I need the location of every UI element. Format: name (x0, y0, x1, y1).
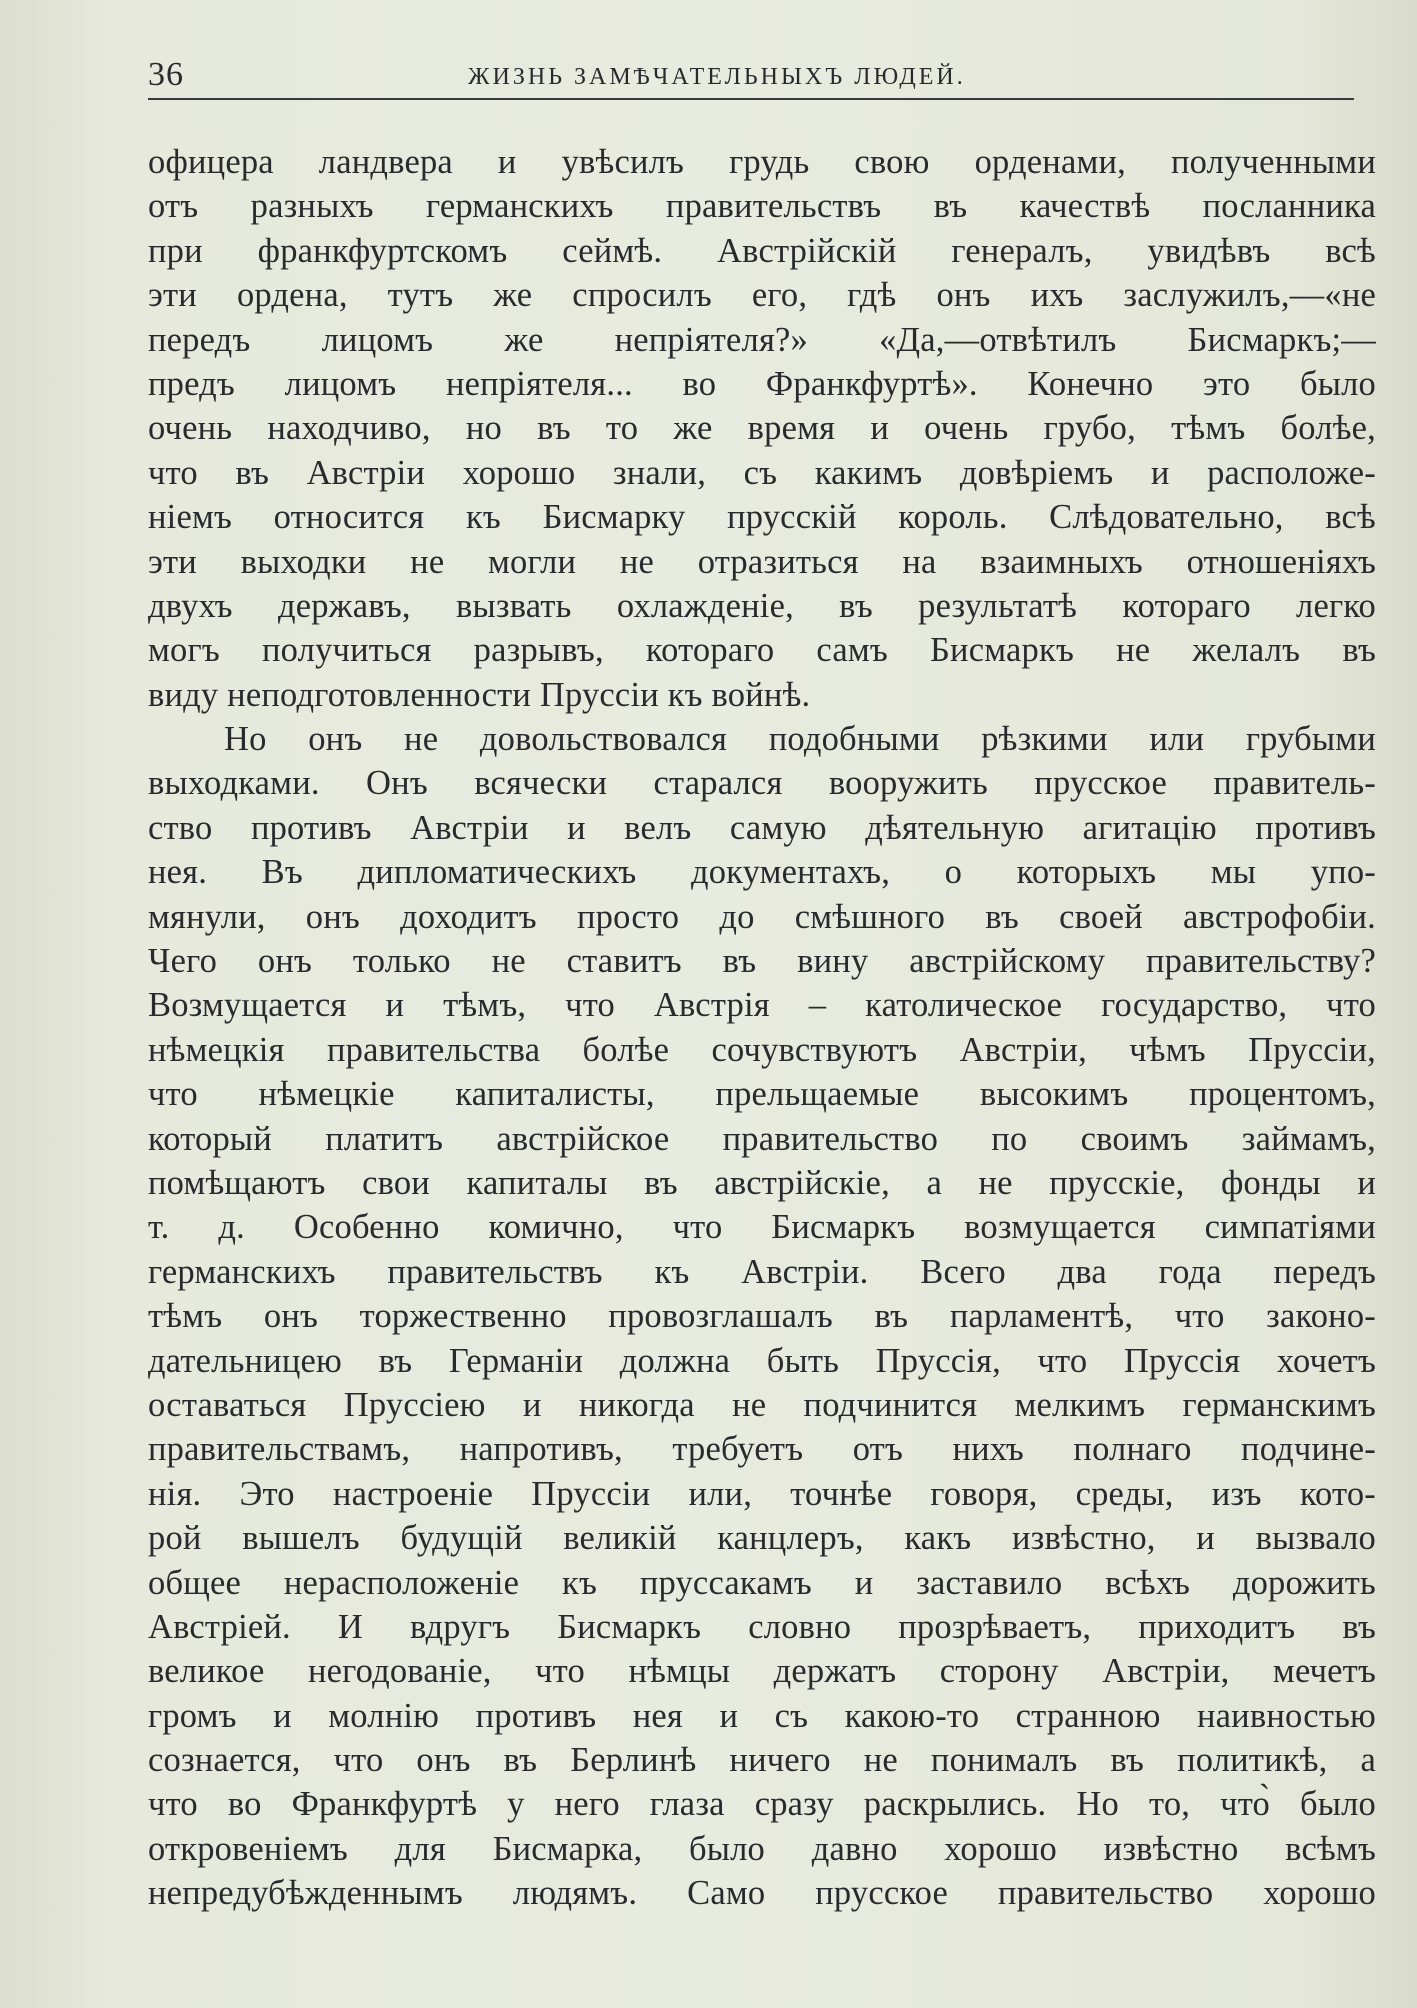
text-line: Чего онъ только не ставитъ въ вину австрійскому правительству? (148, 942, 1376, 981)
text-line: передъ лицомъ же непріятеля?» «Да,—отвѣтилъ Бисмаркъ;— (148, 320, 1376, 359)
text-line: ніемъ относится къ Бисмарку прусскій король. Слѣдовательно, всѣ (148, 498, 1376, 537)
text-line: нѣмецкія правительства болѣе сочувствуютъ Австріи, чѣмъ Пруссіи, (148, 1030, 1376, 1069)
page-number: 36 (148, 56, 184, 93)
text-line: предъ лицомъ непріятеля... во Франкфуртѣ». Конечно это было (148, 364, 1376, 403)
text-line: что нѣмецкіе капиталисты, прельщаемые высокимъ процентомъ, (148, 1075, 1376, 1114)
text-line: общее нерасположеніе къ пруссакамъ и заставило всѣхъ дорожить (148, 1563, 1376, 1602)
text-line: откровеніемъ для Бисмарка, было давно хорошо извѣстно всѣмъ (148, 1829, 1376, 1868)
text-line: громъ и молнію противъ нея и съ какою-то странною наивностью (148, 1696, 1376, 1735)
text-line: который платитъ австрійское правительство по своимъ займамъ, (148, 1119, 1376, 1158)
text-line: выходками. Онъ всячески старался вооружить прусское правитель- (148, 764, 1376, 803)
text-line: эти ордена, тутъ же спросилъ его, гдѣ онъ ихъ заслужилъ,—«не (148, 276, 1376, 315)
text-line: великое негодованіе, что нѣмцы держатъ сторону Австріи, мечетъ (148, 1652, 1376, 1691)
text-line: т. д. Особенно комично, что Бисмаркъ возмущается симпатіями (148, 1208, 1376, 1247)
text-line: что въ Австріи хорошо знали, съ какимъ довѣріемъ и расположе- (148, 453, 1376, 492)
text-line: рой вышелъ будущій великій канцлеръ, какъ извѣстно, и вызвало (148, 1519, 1376, 1558)
text-line: ство противъ Австріи и велъ самую дѣятельную агитацію противъ (148, 808, 1376, 847)
running-title: ЖИЗНЬ ЗАМѢЧАТЕЛЬНЫХЪ ЛЮДЕЙ. (468, 64, 966, 90)
text-line: правительствамъ, напротивъ, требуетъ отъ нихъ полнаго подчине- (148, 1430, 1376, 1469)
header-rule (148, 98, 1354, 100)
text-line: могъ получиться разрывъ, котораго самъ Бисмаркъ не желалъ въ (148, 631, 1376, 670)
text-line: очень находчиво, но въ то же время и очень грубо, тѣмъ болѣе, (148, 409, 1376, 448)
text-line: дательницею въ Германіи должна быть Пруссія, что Пруссія хочетъ (148, 1341, 1376, 1380)
text-line: помѣщаютъ свои капиталы въ австрійскіе, а не прусскіе, фонды и (148, 1163, 1376, 1202)
text-line: нія. Это настроеніе Пруссіи или, точнѣе говоря, среды, изъ кото- (148, 1474, 1376, 1513)
text-line: Австріей. И вдругъ Бисмаркъ словно прозрѣваетъ, приходитъ въ (148, 1607, 1376, 1646)
text-line: германскихъ правительствъ къ Австріи. Всего два года передъ (148, 1252, 1376, 1291)
text-line: нея. Въ дипломатическихъ документахъ, о которыхъ мы упо- (148, 853, 1376, 892)
text-line: непредубѣжденнымъ людямъ. Само прусское правительство хорошо (148, 1874, 1376, 1913)
page-header (148, 52, 1354, 98)
text-line: двухъ державъ, вызвать охлажденіе, въ результатѣ котораго легко (148, 586, 1376, 625)
text-line: что во Франкфуртѣ у него глаза сразу раскрылись. Но то, что̀ было (148, 1785, 1376, 1824)
text-line: тѣмъ онъ торжественно провозглашалъ въ парламентѣ, что законо- (148, 1297, 1376, 1336)
text-line: мянули, онъ доходитъ просто до смѣшного въ своей австрофобіи. (148, 897, 1376, 936)
paragraph-first-line: Но онъ не довольствовался подобными рѣзкими или грубыми (224, 720, 1376, 759)
text-line: эти выходки не могли не отразиться на взаимныхъ отношеніяхъ (148, 542, 1376, 581)
text-line: отъ разныхъ германскихъ правительствъ въ качествѣ посланника (148, 187, 1376, 226)
text-line: офицера ландвера и увѣсилъ грудь свою орденами, полученными (148, 143, 1376, 181)
text-line: сознается, что онъ въ Берлинѣ ничего не понималъ въ политикѣ, а (148, 1741, 1376, 1780)
text-line: оставаться Пруссіею и никогда не подчинится мелкимъ германскимъ (148, 1385, 1376, 1424)
paragraph-last-line: виду неподготовленности Пруссіи къ войнѣ. (148, 675, 811, 714)
body-text (148, 140, 1376, 1916)
text-line: Возмущается и тѣмъ, что Австрія – католическое государство, что (148, 986, 1376, 1025)
text-line: при франкфуртскомъ сеймѣ. Австрійскій генералъ, увидѣвъ всѣ (148, 231, 1376, 270)
